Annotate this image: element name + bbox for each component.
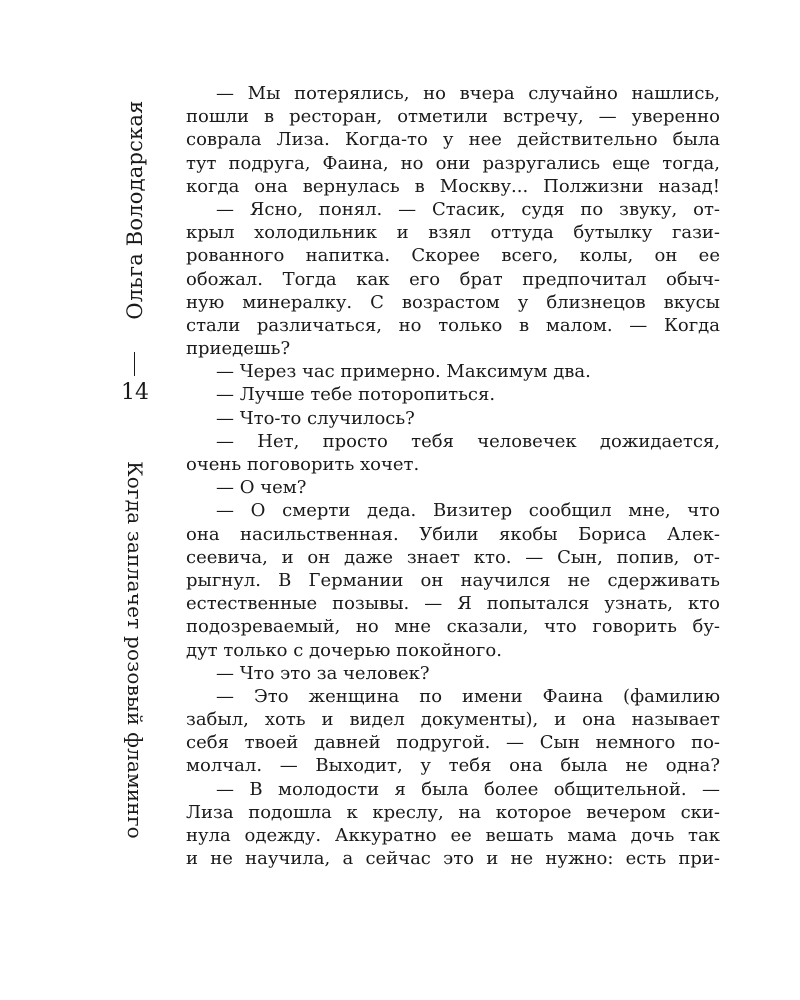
text-line: обожал. Тогда как его брат предпочитал обыч- (186, 268, 720, 290)
text-line: тут подруга, Фаина, но они разругались еще тогда, (186, 152, 720, 174)
running-head-divider (134, 352, 135, 376)
text-line: — О чем? (216, 477, 307, 499)
text-line: — В молодости я была более общительной. — (216, 778, 720, 800)
text-line: молчал. — Выходит, у тебя она была не одна? (186, 755, 720, 777)
text-line: пошли в ресторан, отметили встречу, — уверенно (186, 106, 720, 128)
text-line: очень поговорить хочет. (186, 454, 420, 475)
text-line: когда она вернулась в Москву... Полжизни назад! (186, 175, 720, 197)
page-number: 14 (121, 380, 149, 405)
text-line: дут только с дочерью покойного. (186, 639, 502, 661)
text-line: рованного напитка. Скорее всего, колы, он ее (186, 245, 720, 267)
body-text (186, 82, 720, 870)
text-line: — Через час примерно. Максимум два. (216, 361, 591, 383)
text-line: — Нет, просто тебя человечек дожидается, (216, 430, 720, 452)
text-line: она насильственная. Убили якобы Бориса Алек- (186, 523, 720, 545)
text-line: соврала Лиза. Когда-то у нее действительно была (186, 129, 720, 151)
text-line: себя твоей давней подругой. — Сын немного по- (186, 732, 720, 754)
running-head-author (100, 90, 170, 330)
text-line: и не научила, а сейчас это и не нужно: есть при- (186, 848, 720, 870)
text-line: ную минералку. С возрастом у близнецов вкусы (186, 291, 720, 313)
text-line: приедешь? (186, 338, 291, 360)
text-line: сеевича, и он даже знает кто. — Сын, попив, от- (186, 546, 720, 568)
text-line: — О смерти деда. Визитер сообщил мне, что (216, 500, 720, 522)
running-head (100, 90, 170, 880)
text-line: нула одежду. Аккуратно ее вешать мама дочь так (186, 825, 720, 846)
text-line: — Лучше тебе поторопиться. (216, 384, 496, 406)
text-line: подозреваемый, но мне сказали, что говорить бу- (186, 616, 720, 638)
text-line: — Что-то случилось? (216, 407, 415, 429)
text-line: естественные позывы. — Я попытался узнать, кто (186, 593, 720, 615)
text-line: Лиза подошла к креслу, на которое вечером ски- (186, 801, 720, 823)
text-line: — Ясно, понял. — Стасик, судя по звуку, от- (216, 198, 720, 220)
book-title: Когда заплачет розовый фламинго (123, 461, 147, 839)
text-line: забыл, хоть и видел документы), и она называет (186, 709, 720, 731)
author-name: Ольга Володарская (123, 100, 147, 320)
text-line: стали различаться, но только в малом. — Когда (186, 314, 720, 336)
running-head-title (100, 430, 170, 870)
text-line: — Мы потерялись, но вчера случайно нашлись, (216, 83, 720, 104)
text-line: — Что это за человек? (216, 662, 430, 684)
text-line: — Это женщина по имени Фаина (фамилию (216, 685, 720, 707)
text-line: рыгнул. В Германии он научился не сдерживать (186, 569, 720, 591)
text-line: крыл холодильник и взял оттуда бутылку гази- (186, 222, 720, 244)
